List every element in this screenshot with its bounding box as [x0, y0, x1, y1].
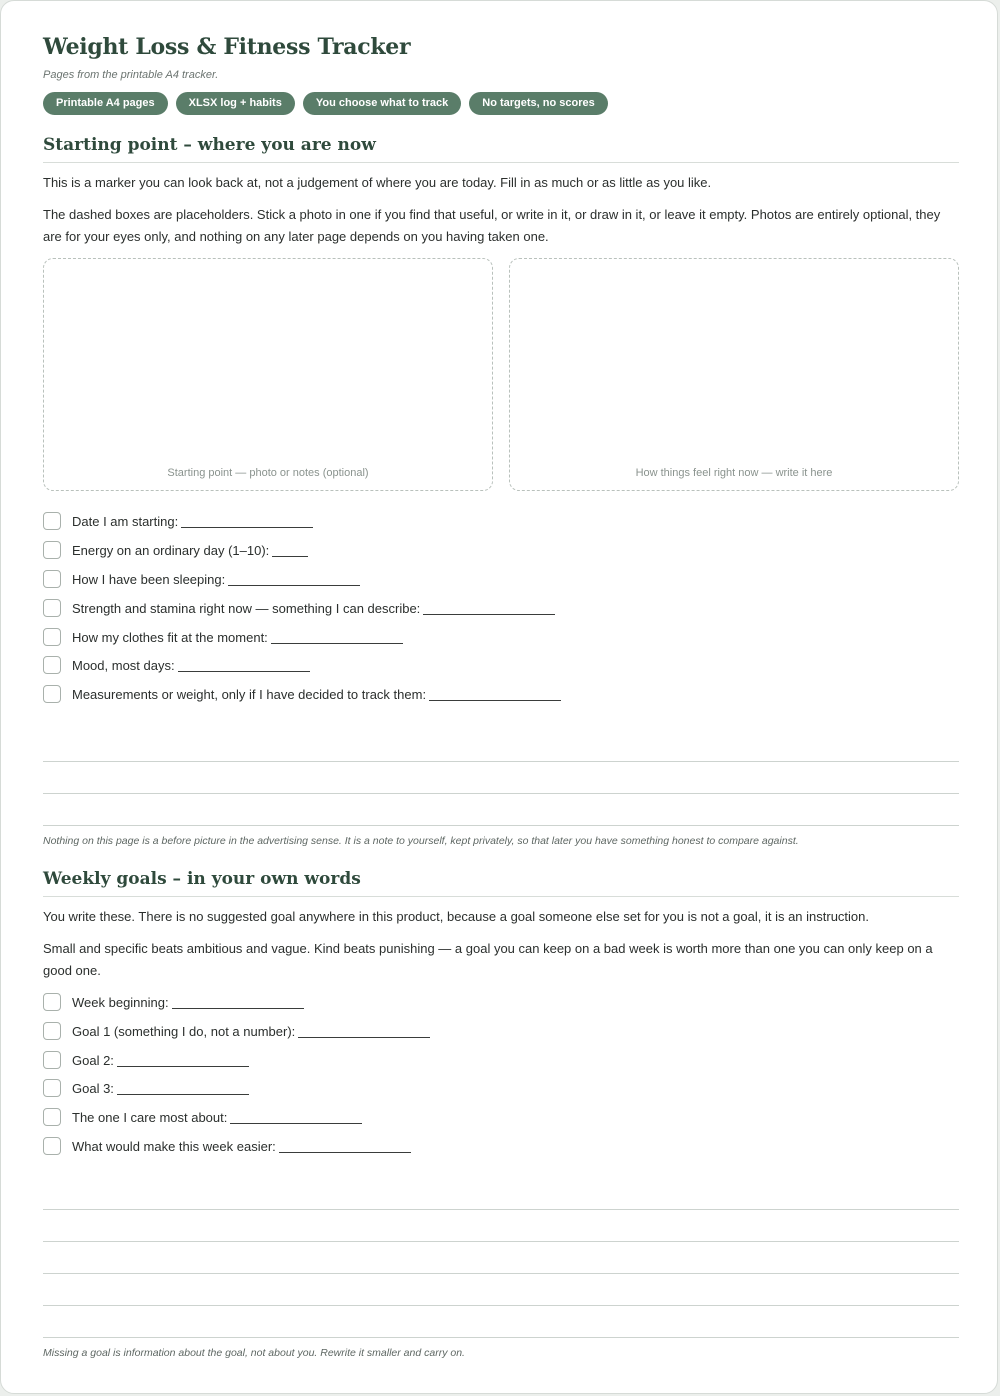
fill-in-line[interactable] — [423, 600, 555, 615]
checklist-label: Goal 3: — [72, 1081, 114, 1097]
photo-caption-right: How things feel right now — write it here — [635, 467, 833, 479]
fill-in-line[interactable] — [429, 686, 561, 701]
tag-xlsx-log: XLSX log + habits — [176, 92, 295, 115]
checklist-item — [43, 593, 959, 622]
checklist-label: Date I am starting: — [72, 514, 179, 530]
checklist-label: Mood, most days: — [72, 658, 175, 674]
weekly-goals-intro: You write these. There is no suggested goal anywhere in this product, because a goal someone else set for you is not a goal, it is an instruction. — [43, 908, 869, 924]
checkbox[interactable] — [43, 1022, 61, 1040]
checklist-item — [43, 680, 959, 709]
checkbox[interactable] — [43, 1108, 61, 1126]
checklist-item — [43, 1016, 959, 1045]
fill-in-line[interactable] — [228, 571, 360, 586]
checklist-item — [43, 651, 959, 680]
section-heading-weekly-goals: Weekly goals – in your own words — [43, 866, 959, 897]
page-title: Weight Loss & Fitness Tracker — [43, 34, 411, 60]
checkbox[interactable] — [43, 1137, 61, 1155]
checklist-label: What would make this week easier: — [72, 1138, 276, 1154]
checkbox[interactable] — [43, 570, 61, 588]
photo-note: The dashed boxes are placeholders. Stick a photo in one if you find that useful, or write in it, or draw in it, or leave it empty. Photos are entirely optional, they are for your eyes only, and nothing on any later page depends on you having taken one. — [43, 207, 941, 244]
checkbox[interactable] — [43, 993, 61, 1011]
checklist-item — [43, 988, 959, 1017]
checklist-item — [43, 1074, 959, 1103]
weekly-goals-checklist — [43, 988, 959, 1161]
checkbox[interactable] — [43, 656, 61, 674]
checklist-label: Measurements or weight, only if I have decided to track them: — [72, 687, 427, 703]
checklist-label: The one I care most about: — [72, 1110, 228, 1126]
photo-caption-left: Starting point — photo or notes (optional) — [167, 467, 369, 479]
checkbox[interactable] — [43, 685, 61, 703]
writing-line[interactable] — [43, 1210, 959, 1242]
writing-lines — [43, 730, 959, 826]
writing-line[interactable] — [43, 794, 959, 826]
starting-point-footnote: Nothing on this page is a before picture in the advertising sense. It is a note to yourself, kept privately, so that later you have something honest to compare against. — [43, 834, 799, 847]
writing-line[interactable] — [43, 762, 959, 794]
fill-in-line[interactable] — [178, 657, 310, 672]
notes-placeholder-how-things-feel[interactable] — [509, 258, 959, 491]
starting-point-intro: This is a marker you can look back at, not a judgement of where you are today. Fill in as much or as little as you like. — [43, 175, 712, 190]
fill-in-line[interactable] — [298, 1023, 430, 1038]
fill-in-line[interactable] — [172, 994, 304, 1009]
checklist-label: Strength and stamina right now — something I can describe: — [72, 600, 421, 616]
tag-no-targets: No targets, no scores — [469, 92, 607, 115]
page-subtitle: Pages from the printable A4 tracker. — [43, 69, 219, 81]
checkbox[interactable] — [43, 1051, 61, 1069]
fill-in-line[interactable] — [117, 1052, 249, 1067]
writing-line[interactable] — [43, 730, 959, 762]
fill-in-line[interactable] — [181, 513, 313, 528]
fill-in-line[interactable] — [117, 1080, 249, 1095]
weekly-goals-advice: Small and specific beats ambitious and vague. Kind beats punishing — a goal you can keep on a bad week is worth more than one you can only keep on a good one. — [43, 940, 933, 978]
checklist-label: Goal 2: — [72, 1052, 114, 1068]
checklist-item — [43, 1103, 959, 1132]
checklist-label: Week beginning: — [72, 994, 169, 1010]
weekly-goals-footnote: Missing a goal is information about the goal, not about you. Rewrite it smaller and carry on. — [43, 1347, 465, 1360]
tag-list — [43, 92, 959, 115]
checklist-item — [43, 1132, 959, 1161]
checkbox[interactable] — [43, 599, 61, 617]
writing-line[interactable] — [43, 1306, 959, 1338]
checklist-item — [43, 507, 959, 536]
fill-in-line[interactable] — [272, 542, 308, 557]
fill-in-line[interactable] — [230, 1109, 362, 1124]
checklist-item — [43, 536, 959, 565]
starting-point-checklist — [43, 507, 959, 709]
checkbox[interactable] — [43, 512, 61, 530]
photo-placeholder-starting-point[interactable] — [43, 258, 493, 491]
checklist-label: How my clothes fit at the moment: — [72, 629, 268, 645]
photo-boxes — [43, 258, 959, 491]
checklist-label: Goal 1 (something I do, not a number): — [72, 1023, 296, 1039]
checkbox[interactable] — [43, 628, 61, 646]
tag-you-choose: You choose what to track — [303, 92, 461, 115]
section-heading-starting-point: Starting point – where you are now — [43, 132, 959, 163]
checklist-item — [43, 1045, 959, 1074]
checklist-label: Energy on an ordinary day (1–10): — [72, 543, 270, 559]
checklist-label: How I have been sleeping: — [72, 571, 226, 587]
writing-lines — [43, 1178, 959, 1338]
fill-in-line[interactable] — [279, 1138, 411, 1153]
tag-printable-pages: Printable A4 pages — [43, 92, 168, 115]
checkbox[interactable] — [43, 1079, 61, 1097]
checklist-item — [43, 622, 959, 651]
writing-line[interactable] — [43, 1242, 959, 1274]
fill-in-line[interactable] — [271, 629, 403, 644]
page-content — [43, 31, 959, 1360]
writing-line[interactable] — [43, 1274, 959, 1306]
writing-line[interactable] — [43, 1178, 959, 1210]
checklist-item — [43, 565, 959, 594]
checkbox[interactable] — [43, 541, 61, 559]
